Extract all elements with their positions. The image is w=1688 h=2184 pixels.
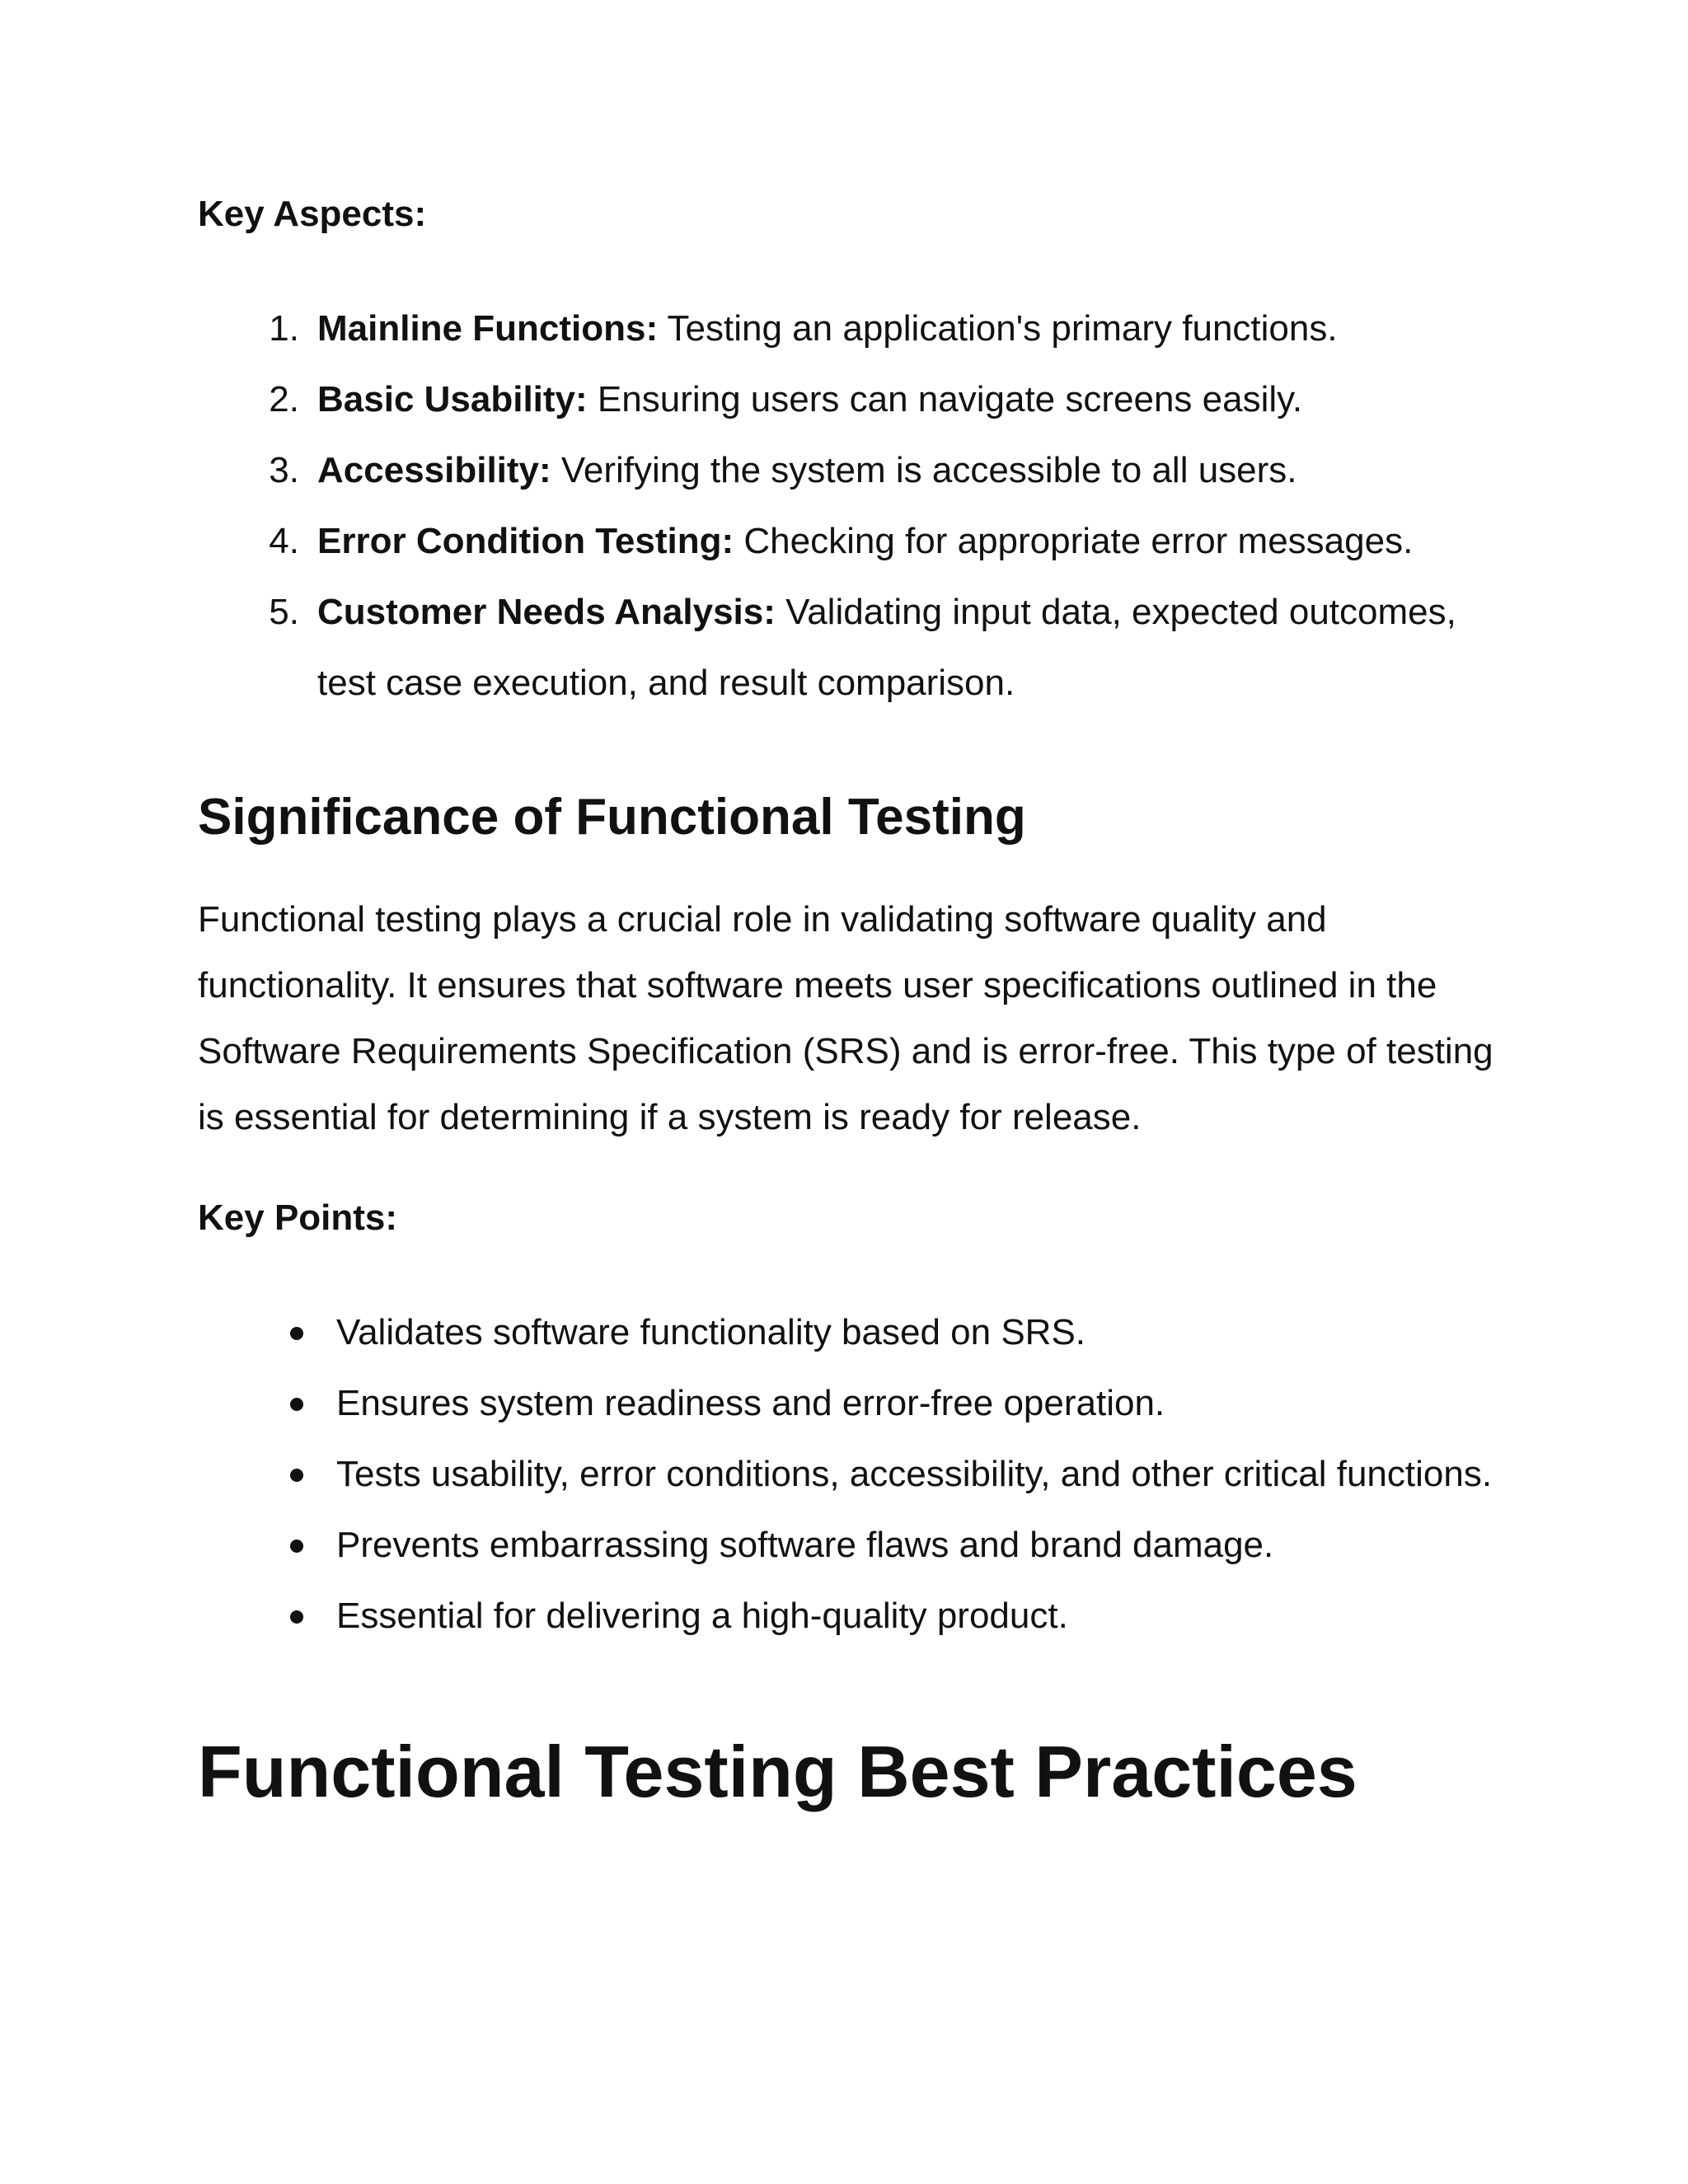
list-item-text: Tests usability, error conditions, accessibility, and other critical functions. <box>336 1454 1493 1494</box>
significance-paragraph: Functional testing plays a crucial role in validating software quality and functionality. It ensures that software meets user specifications outlined in the Software Requirements Specification (SRS) and is error-free. This type of testing is essential for determining if a system is ready for release. <box>198 899 1493 1137</box>
list-item-body <box>317 506 1500 577</box>
list-item <box>198 1581 1500 1652</box>
list-item-text: Testing an application's primary functions. <box>667 308 1338 349</box>
key-aspects-heading: Key Aspects: <box>198 194 427 234</box>
list-item-text: Ensures system readiness and error-free operation. <box>336 1383 1165 1423</box>
list-item-text: Verifying the system is accessible to all users. <box>560 450 1297 490</box>
list-number: 5. <box>269 592 299 632</box>
list-item <box>198 1368 1500 1439</box>
list-item <box>198 1439 1500 1510</box>
bullet-icon <box>198 1510 336 1581</box>
list-item-text: Ensuring users can navigate screens easily. <box>597 379 1303 419</box>
list-item <box>198 1297 1500 1368</box>
list-item-text: Validating input data, expected outcomes, test case execution, and result comparison. <box>317 592 1456 703</box>
list-item-text: Essential for delivering a high-quality product. <box>336 1596 1068 1636</box>
list-item-term: Mainline Functions: <box>317 308 659 349</box>
list-item-text: Validates software functionality based on SRS. <box>336 1312 1086 1352</box>
significance-heading: Significance of Functional Testing <box>198 789 1026 846</box>
list-item <box>198 364 1500 435</box>
list-number: 1. <box>269 308 299 349</box>
key-aspects-list <box>198 293 1500 719</box>
list-item-body <box>317 293 1500 364</box>
list-item <box>198 435 1500 506</box>
list-item-term: Accessibility: <box>317 450 551 490</box>
key-points-list <box>198 1297 1500 1652</box>
best-practices-heading: Functional Testing Best Practices <box>198 1731 1357 1812</box>
bullet-icon <box>198 1439 336 1510</box>
list-item-text: Prevents embarrassing software flaws and brand damage. <box>336 1525 1274 1565</box>
bullet-icon <box>198 1368 336 1439</box>
list-item-body <box>317 364 1500 435</box>
list-number: 3. <box>269 450 299 490</box>
list-item-term: Error Condition Testing: <box>317 521 734 561</box>
list-item-term: Customer Needs Analysis: <box>317 592 776 632</box>
list-item-text: Checking for appropriate error messages. <box>743 521 1414 561</box>
list-item <box>198 577 1500 719</box>
list-item <box>198 1510 1500 1581</box>
document-content <box>198 190 1500 1813</box>
key-points-heading: Key Points: <box>198 1197 398 1238</box>
list-number: 4. <box>269 521 299 561</box>
list-number: 2. <box>269 379 299 419</box>
list-item-body <box>317 435 1500 506</box>
list-item-term: Basic Usability: <box>317 379 588 419</box>
list-item <box>198 506 1500 577</box>
list-item <box>198 293 1500 364</box>
bullet-icon <box>198 1581 336 1652</box>
list-item-body <box>317 577 1500 719</box>
bullet-icon <box>198 1297 336 1368</box>
